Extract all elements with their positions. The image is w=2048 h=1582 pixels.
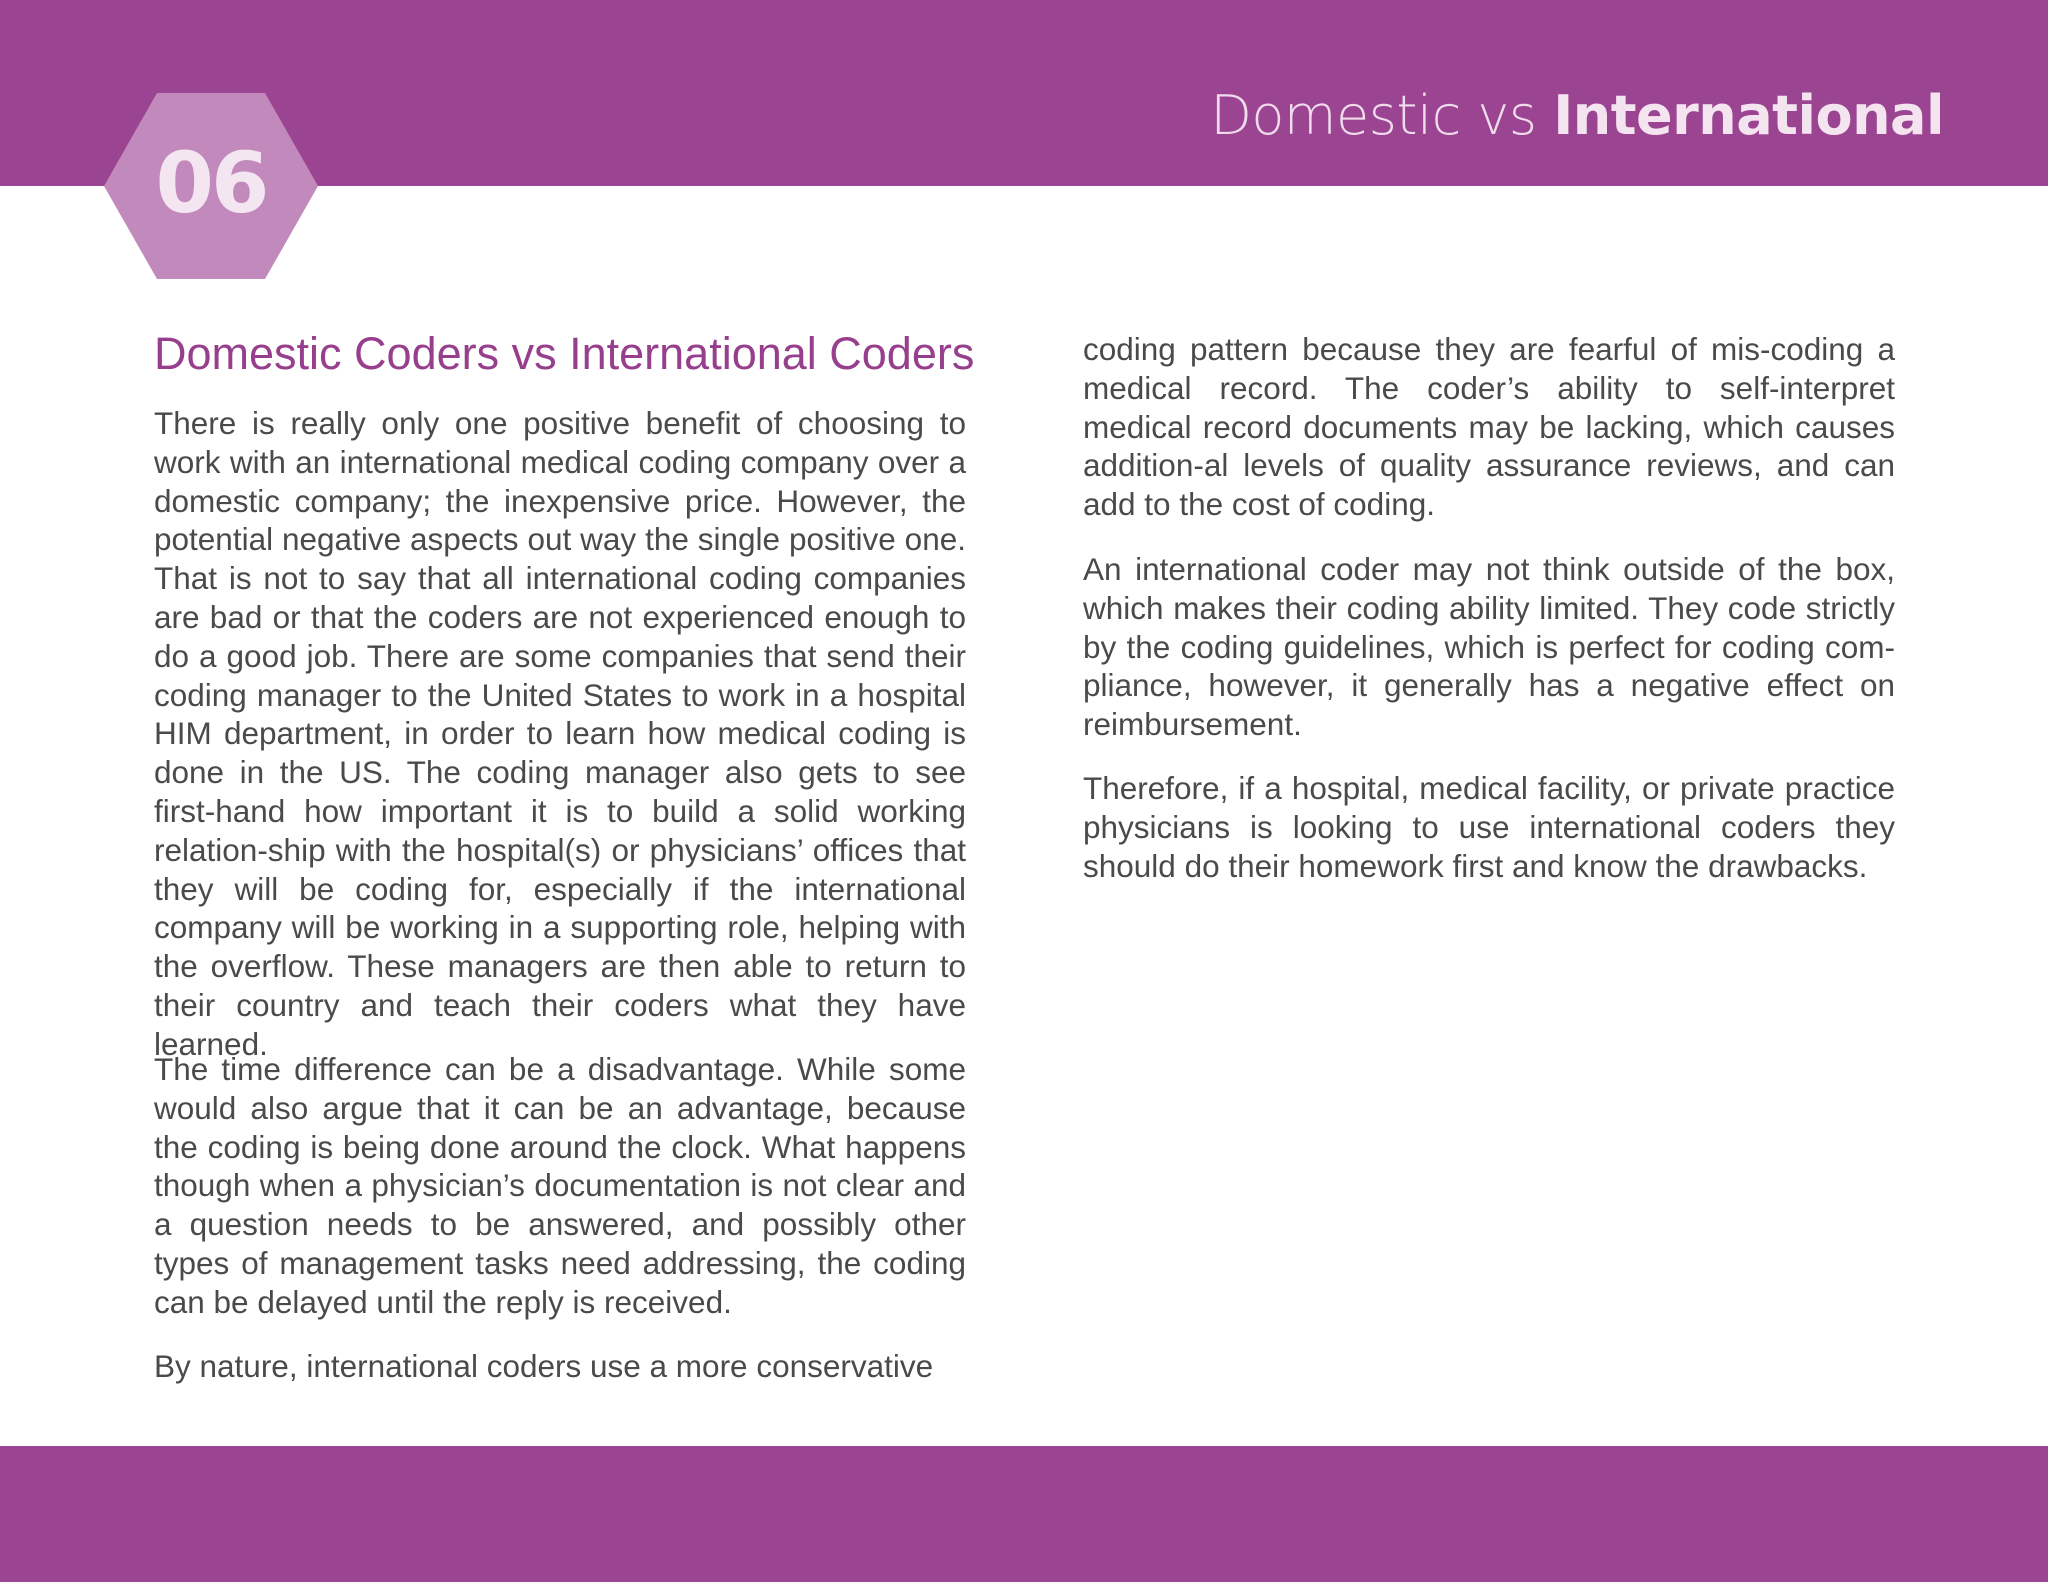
right-column bbox=[1083, 330, 1895, 524]
paragraph: There is really only one positive benefit of choosing to work with an international medical coding company over a domestic company; the inexpensive price. However, the potential negative aspects out way the single positive one. That is not to say that all international coding companies are bad or that the coders are not experienced enough to do a good job. There are some companies that send their coding manager to the United States to work in a hospital HIM department, in order to learn how medical coding is done in the US. The coding manager also gets to see first-hand how important it is to build a solid working relation-ship with the hospital(s) or physicians’ offices that they will be coding for, especially if the international company will be working in a supporting role, helping with the overflow. These managers are then able to return to their country and teach their coders what they have learned. bbox=[154, 405, 966, 1062]
chapter-badge bbox=[104, 93, 318, 279]
paragraph: By nature, international coders use a more conservative bbox=[154, 1348, 934, 1384]
header-title-light: Domestic vs bbox=[1210, 84, 1554, 147]
paragraph: The time difference can be a disadvantage. While some would also argue that it can be an advantage, because the coding is being done around the clock. What happens though when a physician’s documentation is not clear and a question needs to be answered, and possibly other types of management tasks need addressing, the coding can be delayed until the reply is received. bbox=[154, 1051, 966, 1320]
paragraph: Therefore, if a hospital, medical facility, or private practice physicians is looking to use international coders they should do their homework first and know the drawbacks. bbox=[1083, 770, 1895, 884]
section-heading: Domestic Coders vs International Coders bbox=[154, 328, 975, 379]
chapter-number: 06 bbox=[155, 134, 267, 232]
right-column-second bbox=[1083, 550, 1895, 744]
paragraph: coding pattern because they are fearful of mis-coding a medical record. The coder’s ability to self-interpret medical record documents may be lacking, which causes addition-al levels of quality assurance reviews, and can add to the cost of coding. bbox=[1083, 331, 1895, 523]
paragraph: An international coder may not think outside of the box, which makes their coding ability limited. They code strictly by the coding guidelines, which is perfect for coding com-pliance, however, it generally has a negative effect on reimbursement. bbox=[1083, 551, 1895, 743]
right-column-third bbox=[1083, 769, 1895, 885]
left-column-continued bbox=[154, 1050, 966, 1322]
left-column-tail bbox=[154, 1347, 966, 1386]
left-column bbox=[154, 404, 966, 1064]
footer-band bbox=[0, 1446, 2048, 1582]
page-header-title bbox=[1210, 84, 1944, 148]
header-title-bold: International bbox=[1553, 84, 1944, 147]
